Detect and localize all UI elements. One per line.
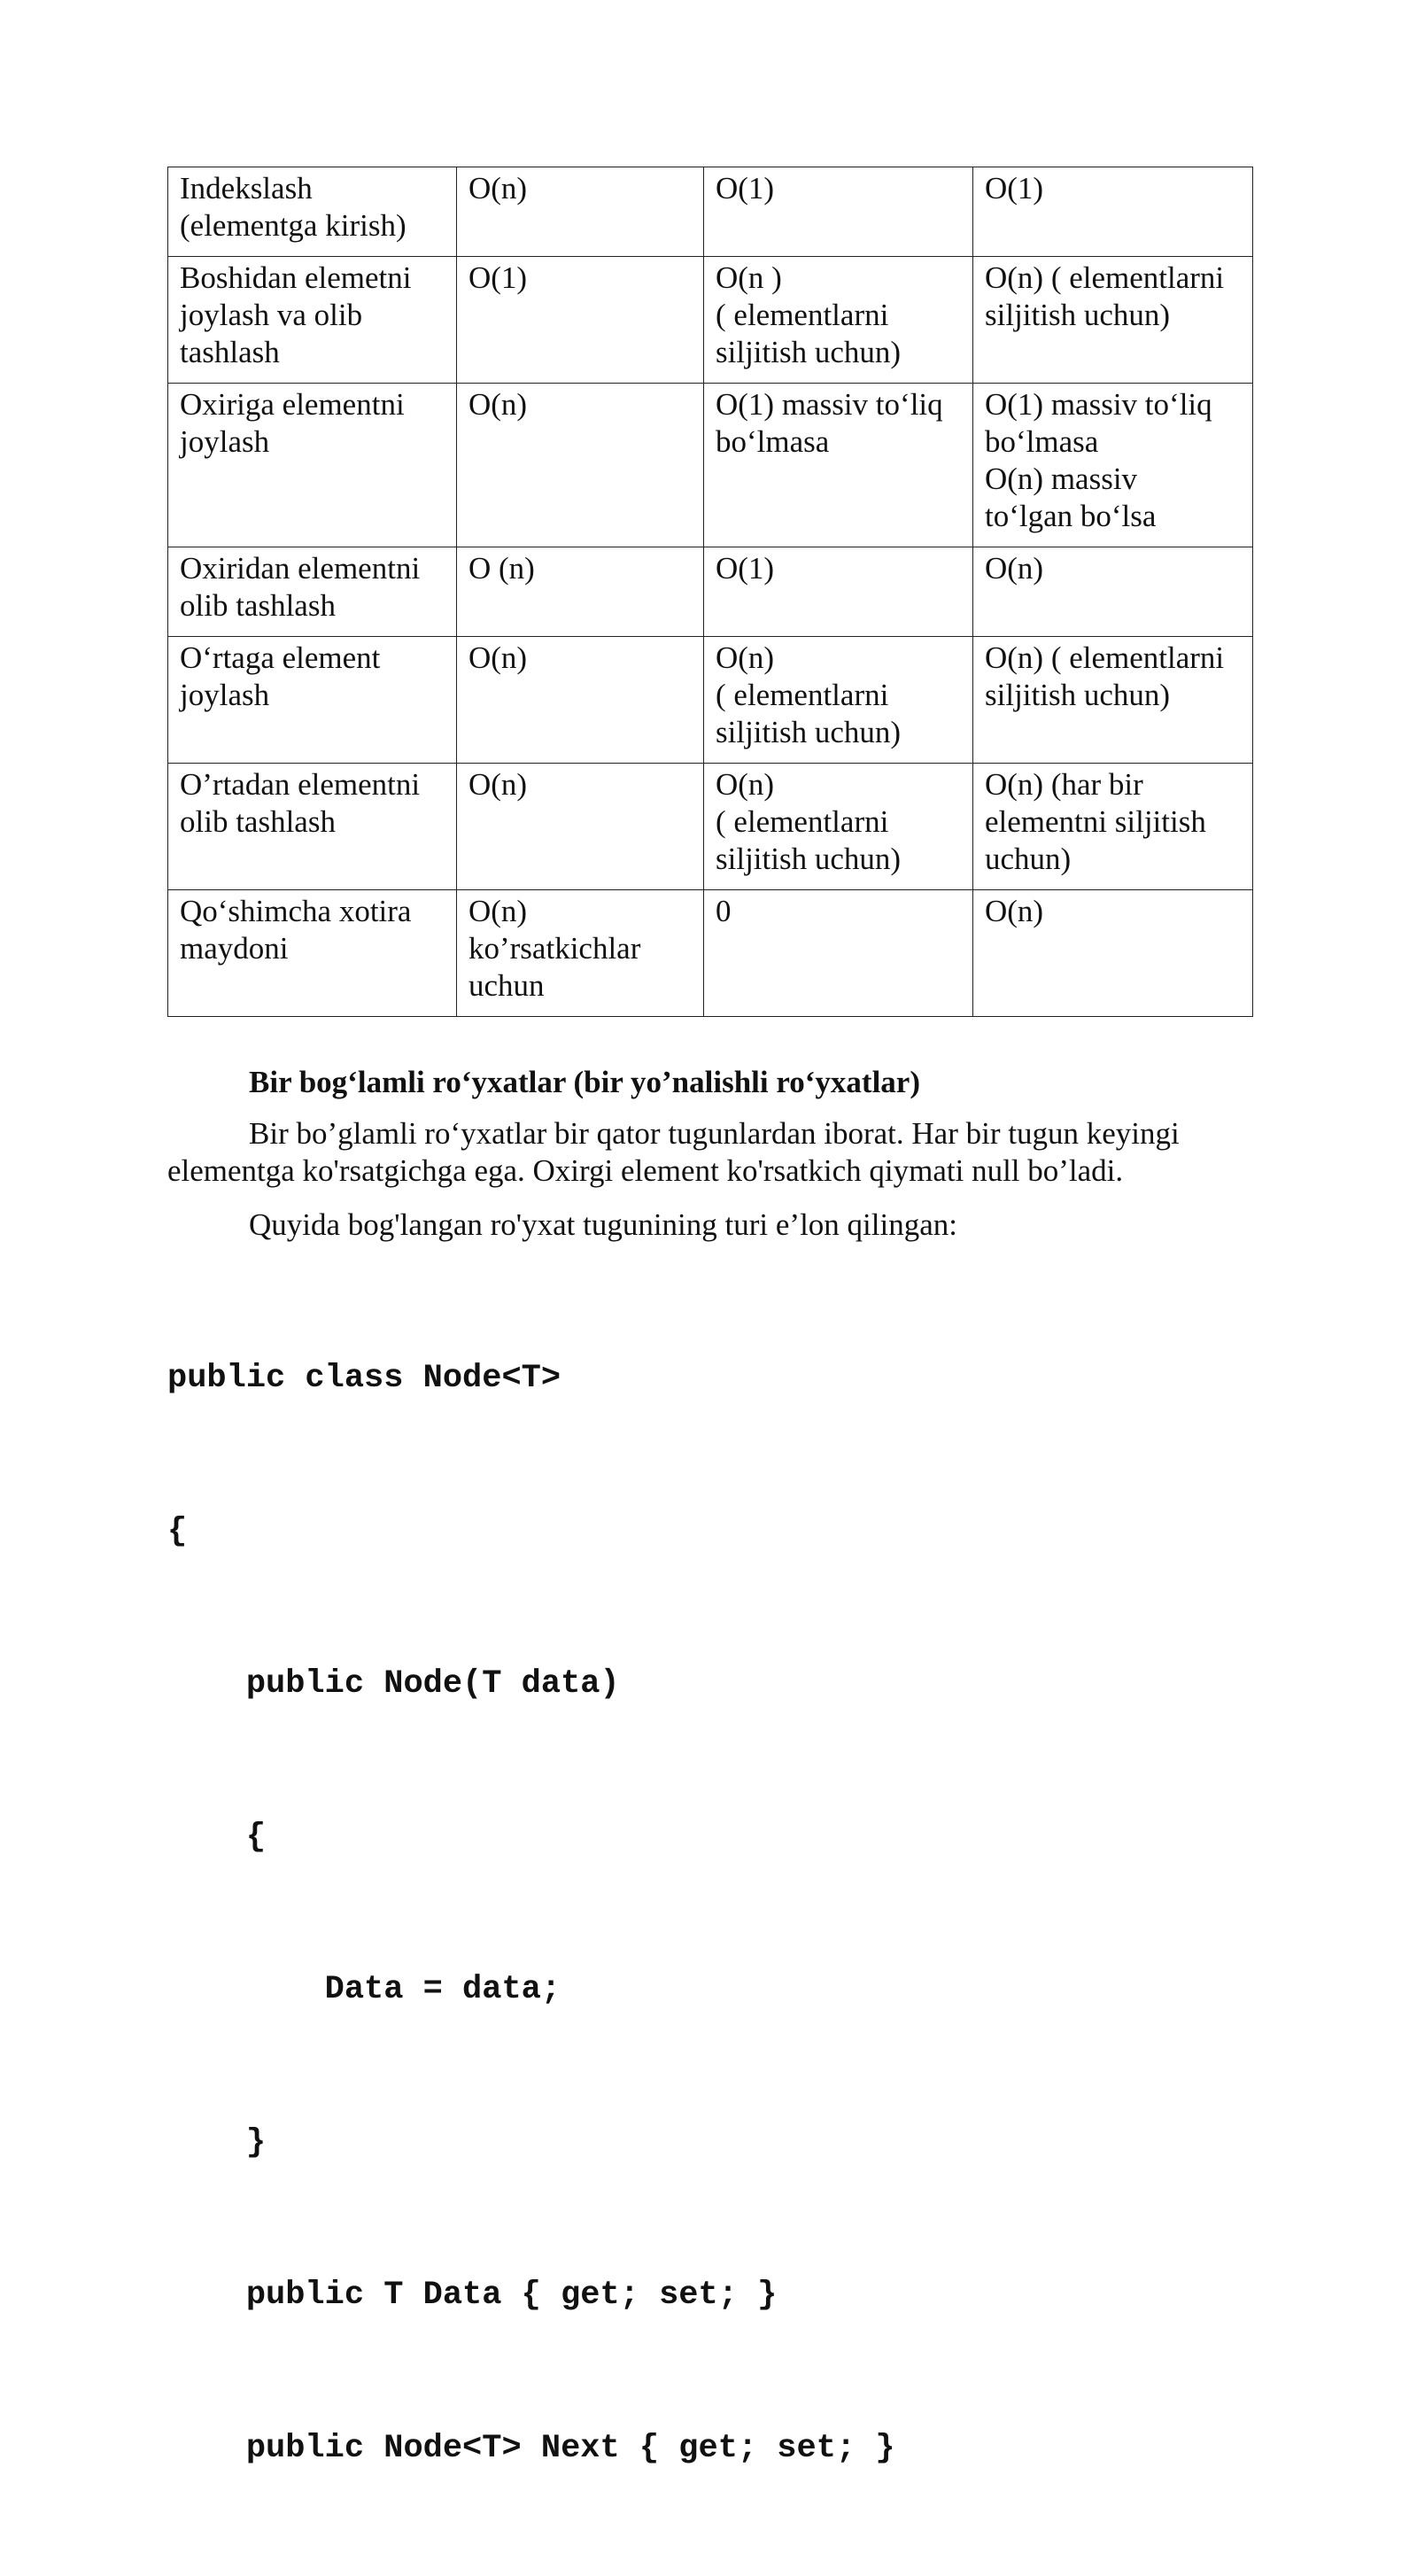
complexity-cell: O(n) ( elementlarni siljitish uchun) — [973, 257, 1253, 384]
complexity-cell: O(n) ( elementlarni siljitish uchun) — [973, 637, 1253, 764]
complexity-cell: O(n) — [973, 890, 1253, 1017]
complexity-cell: O(n) — [457, 764, 704, 890]
complexity-cell: O(1) — [704, 547, 973, 637]
complexity-cell: O(1) massiv to‘liq bo‘lmasa — [704, 384, 973, 547]
operation-cell: O’rtadan elementni olib tashlash — [168, 764, 457, 890]
operation-cell: Oxiriga elementni joylash — [168, 384, 457, 547]
table-row — [168, 637, 1253, 764]
code-line: } — [167, 2123, 267, 2161]
table-row — [168, 167, 1253, 257]
code-line: { — [167, 1512, 188, 1550]
complexity-cell: 0 — [704, 890, 973, 1017]
complexity-cell: O(n) — [457, 637, 704, 764]
complexity-cell: O(n) ( elementlarni siljitish uchun) — [704, 764, 973, 890]
operation-cell: Oxiridan elementni olib tashlash — [168, 547, 457, 637]
complexity-cell: O(n) — [457, 167, 704, 257]
complexity-cell: O(n ) ( elementlarni siljitish uchun) — [704, 257, 973, 384]
complexity-cell: O(1) — [973, 167, 1253, 257]
code-line: { — [167, 1818, 267, 1856]
code-line: public Node(T data) — [167, 1665, 620, 1703]
complexity-cell: O(n) (har bir elementni siljitish uchun) — [973, 764, 1253, 890]
table-row — [168, 547, 1253, 637]
body-paragraph: Bir bo’glamli ro‘yxatlar bir qator tugunlardan iborat. Har bir tugun keyingi elementga ko'rsatgichga ega. Oxirgi element ko'rsatkich qiymati null bo’ladi. — [167, 1116, 1180, 1188]
table-row — [168, 384, 1253, 547]
section-heading: Bir bog‘lamli ro‘yxatlar (bir yo’nalishli ro‘yxatlar) — [249, 1065, 920, 1099]
table-row — [168, 257, 1253, 384]
code-block — [167, 1252, 895, 2576]
complexity-cell: O(n) — [457, 384, 704, 547]
complexity-cell: O (n) — [457, 547, 704, 637]
complexity-cell: O(n) ko’rsatkichlar uchun — [457, 890, 704, 1017]
operation-cell: Indekslash (elementga kirish) — [168, 167, 457, 257]
complexity-cell: O(1) — [704, 167, 973, 257]
code-line: public Node<T> Next { get; set; } — [167, 2429, 895, 2467]
code-line: public class Node<T> — [167, 1360, 561, 1397]
table-row — [168, 764, 1253, 890]
table-row — [168, 890, 1253, 1017]
code-line: public T Data { get; set; } — [167, 2277, 778, 2314]
operation-cell: Boshidan elemetni joylash va olib tashlash — [168, 257, 457, 384]
code-line: Data = data; — [167, 1971, 561, 2008]
complexity-cell: O(1) massiv to‘liq bo‘lmasa O(n) massiv to‘lgan bo‘lsa — [973, 384, 1253, 547]
complexity-cell: O(n) — [973, 547, 1253, 637]
complexity-table — [167, 167, 1253, 1017]
operation-cell: O‘rtaga element joylash — [168, 637, 457, 764]
complexity-cell: O(n) ( elementlarni siljitish uchun) — [704, 637, 973, 764]
operation-cell: Qo‘shimcha xotira maydoni — [168, 890, 457, 1017]
complexity-cell: O(1) — [457, 257, 704, 384]
body-paragraph: Quyida bog'langan ro'yxat tugunining turi e’lon qilingan: — [249, 1207, 957, 1242]
